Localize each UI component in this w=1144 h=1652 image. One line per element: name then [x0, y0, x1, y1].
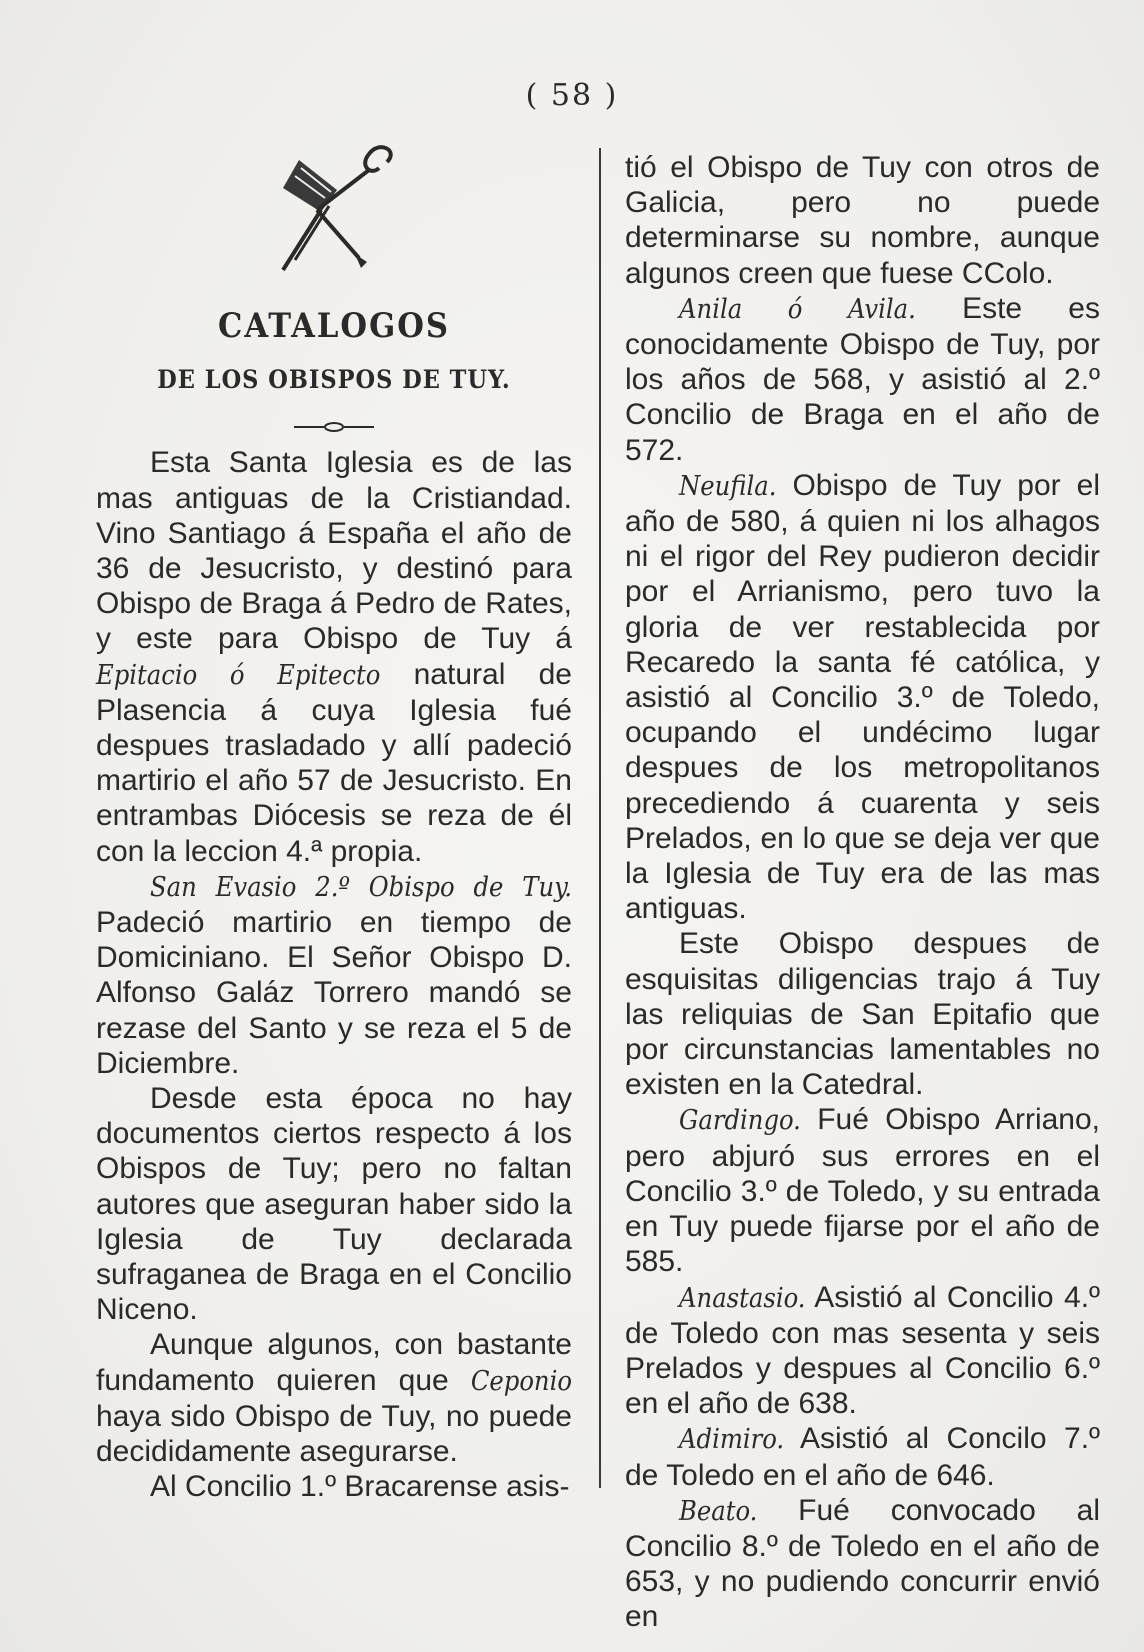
paragraph: Desde esta época no hay documentos ciertos respecto á los Obispos de Tuy; pero no faltan autores que aseguran haber sido la Iglesia de Tuy declarada sufraganea de Braga en el Concilio Niceno. — [96, 1082, 572, 1327]
paragraph: Gardingo. Fué Obispo Arriano, pero abjuró sus errores en el Concilio 3.º de Toledo, y su entrada en Tuy puede fijarse por el año de 585. — [625, 1103, 1100, 1279]
paragraph: San Evasio 2.º Obispo de Tuy. Padeció martirio en tiempo de Domiciniano. El Señor Obispo D. Alfonso Galáz Torrero mandó se rezase del Santo y se reza el 5 de Diciembre. — [96, 871, 572, 1080]
catalog-subheading: DE LOS OBISPOS DE TUY. — [157, 365, 511, 395]
paragraph: Aunque algunos, con bastante fundamento quieren que Ceponio haya sido Obispo de Tuy, no puede decididamente asegurarse. — [96, 1328, 572, 1469]
paragraph: Anila ó Avila. Este es conocidamente Obispo de Tuy, por los años de 568, y asistió al 2.º Concilio de Braga en el año de 572. — [625, 291, 1100, 467]
catalog-heading: CATALOGOS — [218, 306, 450, 346]
paragraph: Esta Santa Iglesia es de las mas antiguas de la Cristiandad. Vino Santiago á España el año de 36 de Jesucristo, y destinó para Obispo de Braga á Pedro de Rates, y este para Obispo de Tuy á Epitacio ó Epitecto natural de Plasencia á cuya Iglesia fué despues trasladado y allí padeció martirio el año 57 de Jesucristo. En entrambas Diócesis se reza de él con la leccion 4.ª propia. — [96, 446, 572, 868]
right-column — [625, 150, 1100, 1635]
paragraph: Beato. Fué convocado al Concilio 8.º de Toledo en el año de 653, y no pudiendo concurrir envió en — [625, 1493, 1100, 1634]
paragraph: Este Obispo despues de esquisitas diligencias trajo á Tuy las reliquias de San Epitafio que por circunstancias lamentables no existen en la Catedral. — [625, 927, 1100, 1102]
divider-ornament-icon — [294, 421, 374, 433]
column-divider — [599, 148, 601, 1488]
paragraph: Al Concilio 1.º Bracarense asis- — [150, 1470, 570, 1504]
paragraph: Adimiro. Asistió al Concilo 7.º de Toledo en el año de 646. — [625, 1422, 1100, 1492]
paragraph: Anastasio. Asistió al Concilio 4.º de Toledo con mas sesenta y seis Prelados y despues al Concilio 6.º en el año de 638. — [625, 1280, 1100, 1421]
page-number: ( 58 ) — [525, 78, 619, 113]
paragraph: Neufila. Obispo de Tuy por el año de 580, á quien ni los alhagos ni el rigor del Rey pudieron decidir por el Arrianismo, pero tuvo la gloria de ver restablecida por Recaredo la santa fé católica, y asistió al Concilio 3.º de Toledo, ocupando el undécimo lugar despues de los metropolitanos precediendo á cuarenta y seis Prelados, en lo que se deja ver que la Iglesia de Tuy era de las mas antiguas. — [625, 468, 1100, 926]
left-column — [96, 140, 572, 1505]
mitre-crozier-emblem-icon — [259, 140, 409, 285]
paragraph: tió el Obispo de Tuy con otros de Galicia, pero no puede determinarse su nombre, aunque algunos creen que fuese CColo. — [625, 151, 1100, 290]
